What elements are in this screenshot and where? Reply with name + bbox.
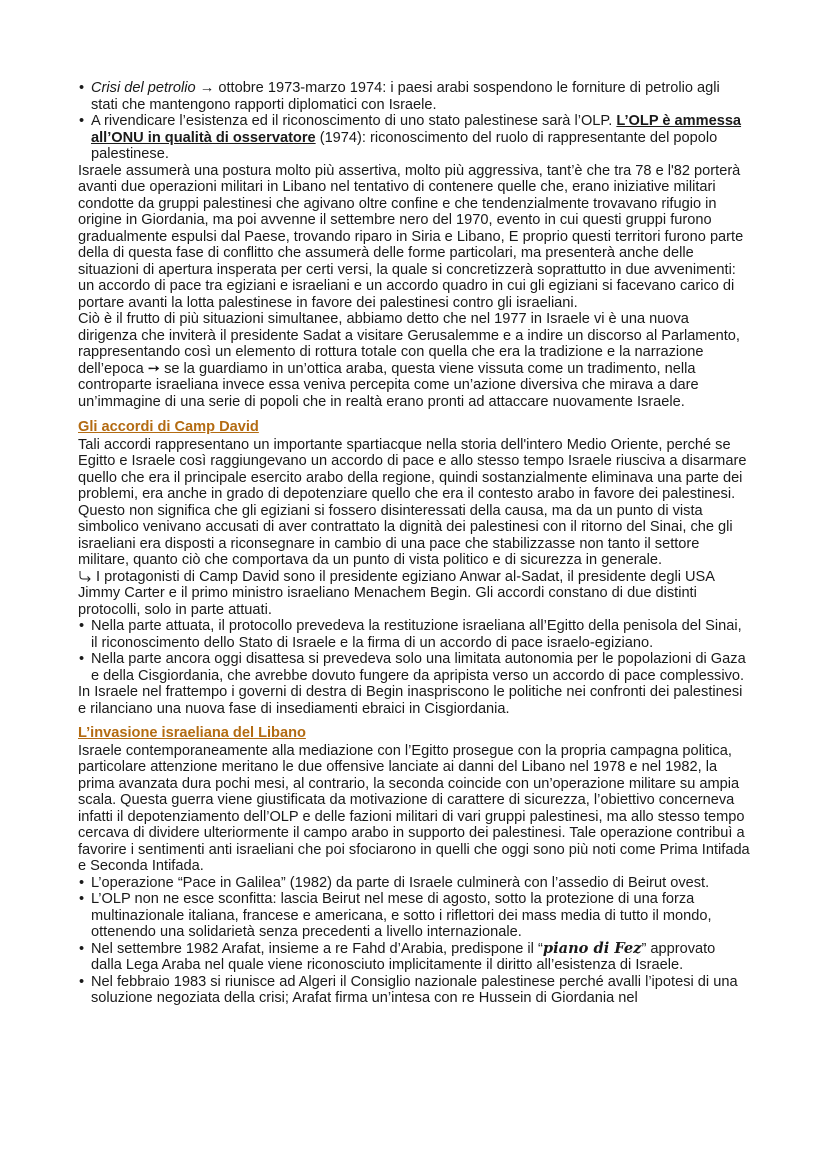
list-item: • Nel febbraio 1983 si riunisce ad Algeri il Consiglio nazionale palestinese perché avalli l’ipotesi di una soluzione negoziata della crisi; Arafat firma un’intesa con re Hussein di Giordania nel bbox=[78, 974, 750, 1007]
intro-paragraph-2-after: se la guardiamo in un’ottica araba, questa viene vissuta come un tradimento, nella controparte israeliana invece essa veniva percepita come un’azione diversiva che mirava a dare un’immagine di una serie di popoli che in realtà erano pronti ad attaccare nuovamente Israele. bbox=[78, 360, 699, 410]
fez-plan-text-after: approvato dalla Lega Araba nel quale viene riconosciuto implicitamente il diritto all’esistenza di Israele. bbox=[91, 940, 716, 973]
list-item: • Nella parte attuata, il protocollo prevedeva la restituzione israeliana all’Egitto della penisola del Sinai, il riconoscimento dello Stato di Israele e la firma di un accordo di pace israelo-egiziano. bbox=[78, 618, 750, 651]
intro-paragraph-2-before: Ciò è il frutto di più situazioni simultanee, abbiamo detto che nel 1977 in Israele vi è una nuova dirigenza che inviterà il presidente Sadat a visitare Gerusalemme e a indire un discorso al Parlamento, rappresentando così un elemento di rottura totale con quella che era la tradizione e la narrazione dell’epoca bbox=[78, 311, 740, 377]
list-item: • L’operazione “Pace in Galilea” (1982) da parte di Israele culminerà con l’assedio di Beirut ovest. bbox=[78, 875, 750, 892]
heading-camp-david: Gli accordi di Camp David bbox=[78, 419, 259, 435]
list-item-oil-crisis bbox=[78, 80, 750, 113]
camp-david-paragraph-3: In Israele nel frattempo i governi di destra di Begin inaspriscono le politiche nei confronti dei palestinesi e rilanciano una nuova fase di insediamenti ebraici in Cisgiordania. bbox=[78, 684, 743, 717]
olp-text-before: A rivendicare l’esistenza ed il riconoscimento di uno stato palestinese sarà l’OLP. bbox=[91, 113, 617, 129]
bold-arrow-icon: ➙ bbox=[147, 360, 161, 377]
list-item: • Nella parte ancora oggi disattesa si prevedeva solo una limitata autonomia per le popolazioni di Gaza e della Cisgiordania, che avrebbe dovuto fungere da apripista verso un accordo di pace complessivo. bbox=[78, 651, 750, 684]
olp-onu-emphasis: L’OLP è ammessa all’ONU in qualità di osservatore bbox=[91, 113, 742, 146]
fez-open-quote: “ bbox=[537, 940, 543, 957]
camp-david-bullet-list bbox=[78, 618, 750, 684]
heading-lebanon-invasion: L’invasione israeliana del Libano bbox=[78, 725, 306, 741]
oil-crisis-text: ottobre 1973-marzo 1974: i paesi arabi sospendono le forniture di petrolio agli stati che mantengono rapporti diplomatici con Israele. bbox=[91, 80, 720, 113]
right-arrow-icon: → bbox=[199, 80, 215, 96]
list-item: • L’OLP non ne esce sconfitta: lascia Beirut nel mese di agosto, sotto la protezione di una forza multinazionale italiana, francese e americana, e sotto i riflettori dei mass media di tutto il mondo, ottenendo una solidarietà senza precedenti a livello internazionale. bbox=[78, 891, 750, 941]
intro-paragraph-1: Israele assumerà una postura molto più assertiva, molto più aggressiva, tant’è che tra 78 e l'82 porterà avanti due operazioni militari in Libano nel tentativo di contenere quelle che, erano iniziative militari condotte da gruppi palestinesi che agivano oltre confine e che tendenzialmente trovavano rifugio in origine in Giordania, ma poi avvenne il settembre nero del 1970, evento in cui questi gruppi furono gradualmente espulsi dal Paese, trovando riparo in Siria e Libano, E proprio questi territori furono parte della di questa fase di conflitto che assumerà delle forme particolari, ma presenterà anche delle situazioni di apertura insperata per certi versi, la quale si concretizzerà soprattutto in due avvenimenti: un accordo di pace tra egiziani e israeliani e un accordo quadro in cui gli egiziani si facevano carico di portare avanti la lotta palestinese in favore dei palestinesi contro gli israeliani. bbox=[78, 162, 744, 311]
lebanon-bullet-list bbox=[78, 875, 750, 1007]
camp-david-paragraph-2 bbox=[78, 569, 750, 619]
intro-paragraph-2 bbox=[78, 311, 750, 410]
fez-plan-emphasis: piano di Fez bbox=[542, 939, 642, 957]
fez-close-quote: ” bbox=[641, 940, 647, 957]
fez-plan-text-before: Nel settembre 1982 Arafat, insieme a re Fahd d’Arabia, predispone il bbox=[91, 940, 538, 957]
list-item-olp bbox=[78, 113, 750, 163]
list-item-fez-plan bbox=[78, 941, 750, 974]
lebanon-paragraph-1: Israele contemporaneamente alla mediazione con l’Egitto prosegue con la propria campagna politica, particolare attenzione meritano le due offensive lanciate ai danni del Libano nel 1978 e nel 1982, la prima avanzata dura pochi mesi, al contrario, la seconda coincide con un’operazione militare su ampia scala. Questa guerra viene giustificata da motivazione di carattere di sicurezza, l’obiettivo concerneva infatti il depotenziamento dell’OLP e delle fazioni militari di vari gruppi palestinesi, ma allo stesso tempo cercava di dividere ulteriormente il campo arabo in supporto dei palestinesi. Tale operazione contribuì a favorire i sentimenti anti israeliani che poi sfociarono in quelli che oggi sono più noti come Prima Intifada e Seconda Intifada. bbox=[78, 742, 750, 874]
camp-david-paragraph-1: Tali accordi rappresentano un importante spartiacque nella storia dell'intero Medio Oriente, perché se Egitto e Israele così raggiungevano un accordo di pace e allo stesso tempo Israele riusciva a disarmare quello che era il principale esercito arabo della regione, quindi sostanzialmente eliminava una parte dei problemi, era anche in grado di depotenziare quello che era il contesto arabo in favore dei palestinesi. Questo non significa che gli egiziani si fossero disinteressati della causa, ma da un punto di vista simbolico venivano accusati di aver contrattato la dignità dei palestinesi con il ritorno del Sinai, che gli israeliani era disposti a riconsegnare in cambio di una pace che stabilizzasse non tanto il settore militare, quanto ciò che comportava da un punto di vista politico e di sicurezza in generale. bbox=[78, 436, 747, 568]
oil-crisis-label: Crisi del petrolio bbox=[91, 80, 196, 96]
intro-bullet-list bbox=[78, 80, 750, 163]
hook-arrow-icon bbox=[78, 570, 92, 582]
camp-david-protagonists-text: I protagonisti di Camp David sono il presidente egiziano Anwar al-Sadat, il presidente degli USA Jimmy Carter e il primo ministro israeliano Menachem Begin. Gli accordi constano di due distinti protocolli, solo in parte attuati. bbox=[78, 568, 715, 618]
olp-text-after: (1974): riconoscimento del ruolo di rappresentante del popolo palestinese. bbox=[91, 129, 718, 162]
